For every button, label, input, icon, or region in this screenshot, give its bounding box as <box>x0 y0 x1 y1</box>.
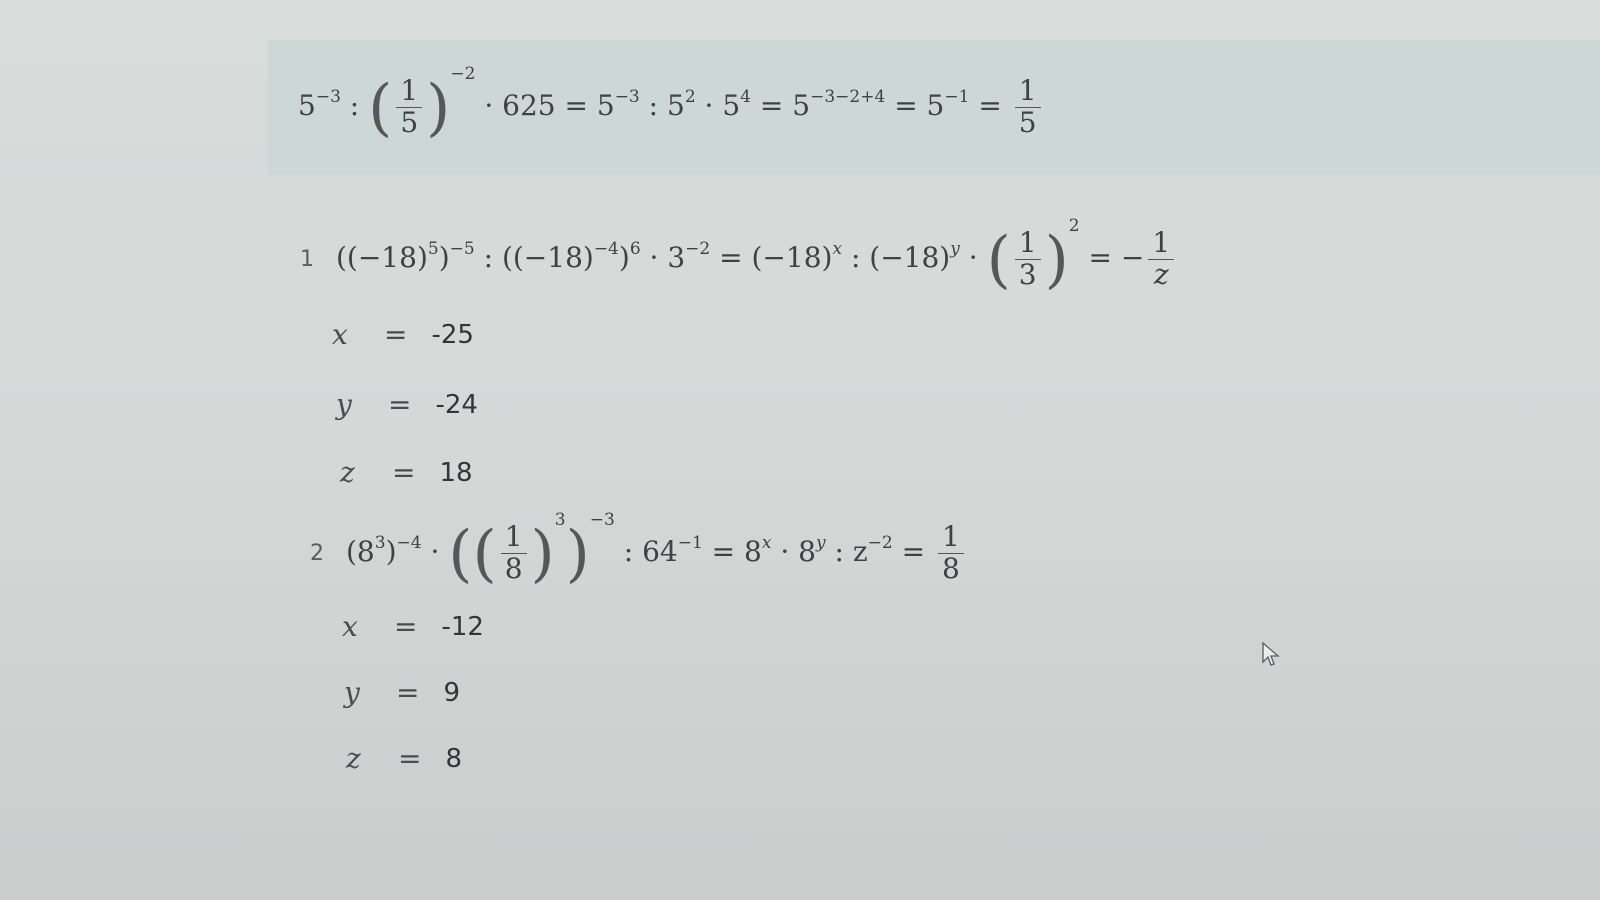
answer-row-x: x = -25 <box>332 318 474 351</box>
answer-input-x[interactable]: -25 <box>431 319 474 350</box>
example-fraction: $\frac{1}{5}$ <box>396 76 422 139</box>
example-equation: $5^{-3}$ : ( $\frac{1}{5}$ )$-2 \cdot 625 = 5^{-3}$ : $5^2 \cdot 5^4 = 5^{-3-2+4} = 5^{-1}$ = $\frac{1}{5}$ <box>298 76 1045 139</box>
example-result-fraction: $\frac{1}{5}$ <box>1015 76 1041 139</box>
answer-row-y: y = -24 <box>336 388 478 421</box>
answer-input-y[interactable]: 9 <box>443 677 461 708</box>
answer-row-x: x = -12 <box>342 610 484 643</box>
answer-input-y[interactable]: -24 <box>435 389 478 420</box>
problem-1-equation: 1 $((-18)^5)^{-5}$ : $((-18)^{-4})^6 \cdot 3^{-2} = (-18)^x$ : $(-18)^y$ · ( $\frac{1}{3}$ )2 = − $\frac{1}{z}$ <box>300 228 1178 291</box>
answer-input-z[interactable]: 8 <box>445 743 463 774</box>
problem-2-fraction: $\frac{1}{8}$ <box>501 522 527 585</box>
problem-number: 1 <box>300 246 314 272</box>
answer-input-z[interactable]: 18 <box>439 457 473 488</box>
answer-row-y: y = 9 <box>344 676 461 709</box>
mouse-cursor-icon <box>1262 642 1280 668</box>
answer-row-z: z = 8 <box>346 742 463 775</box>
problem-1-result-fraction: $\frac{1}{z}$ <box>1148 228 1174 291</box>
problem-1-fraction: $\frac{1}{3}$ <box>1015 228 1041 291</box>
answer-input-x[interactable]: -12 <box>441 611 484 642</box>
answer-row-z: z = 18 <box>340 456 473 489</box>
problem-number: 2 <box>310 540 324 566</box>
problem-2-result-fraction: $\frac{1}{8}$ <box>938 522 964 585</box>
worked-example <box>268 40 1600 175</box>
problem-2-equation: 2 $(8^3)^{-4}$ · (( $\frac{1}{8}$ )3)−3 : $64^{-1} = 8^x \cdot 8^y$ : $z^{-2}$ = $\frac{1}{8}$ <box>310 522 968 585</box>
